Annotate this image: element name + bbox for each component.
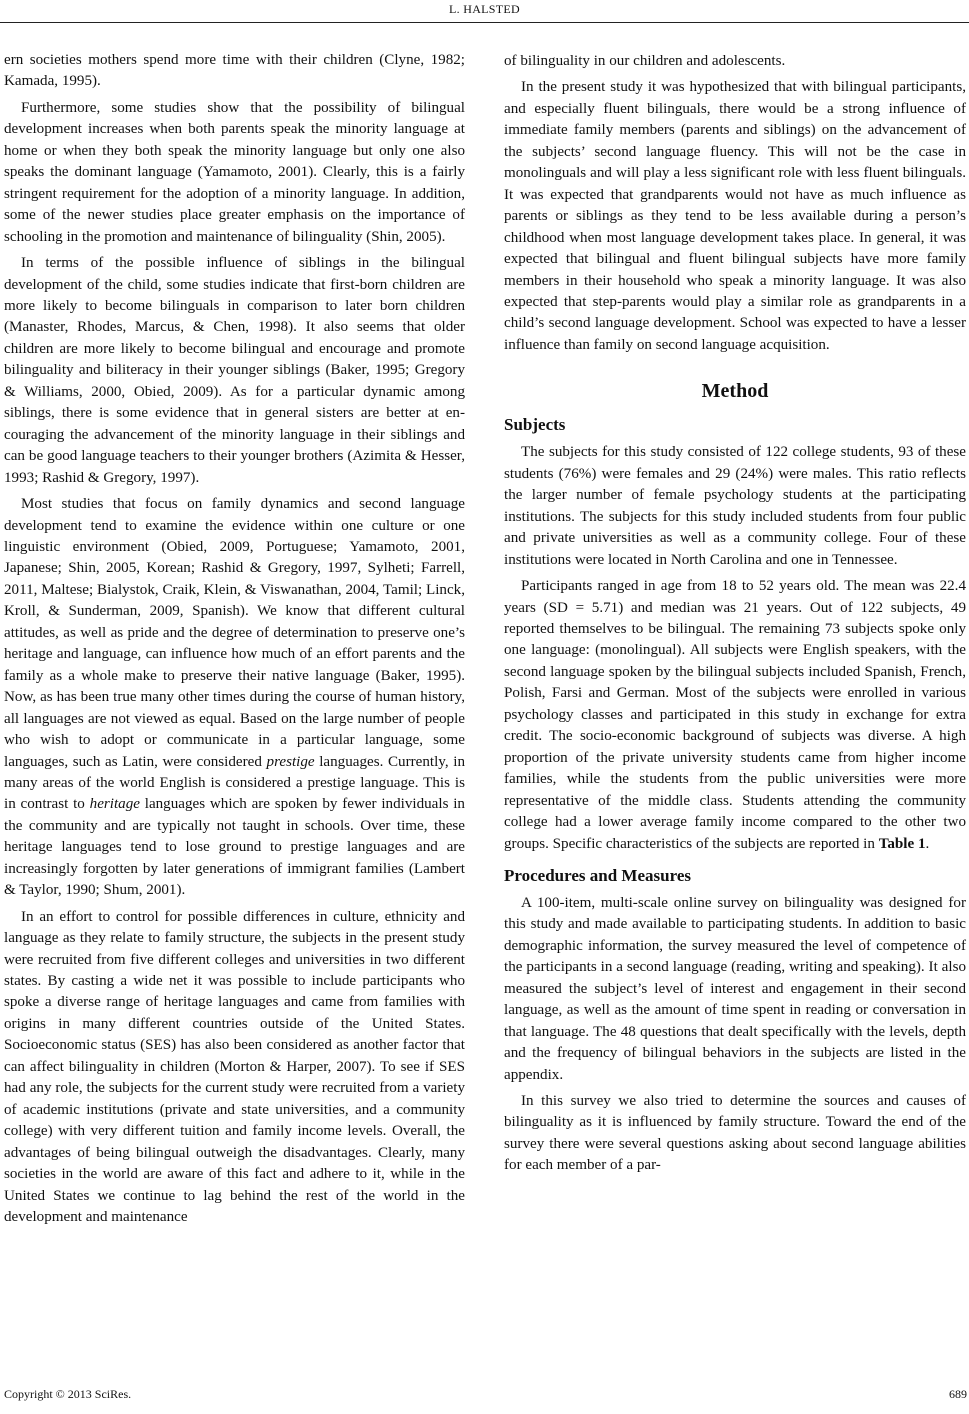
paragraph: In the present study it was hypothesized that with bilingual participants, and especially fluent bilinguals, there would be a strong influence of immediate family members (parents and siblings) on the advancement of the subjects’ second language fluency. This will not be the case in monolinguals and will play a less significant role with less fluent bilinguals. It was expected that grandparents would not have as much influence as parents or siblings as they tend to be less available during a person’s childhood when most language development takes place. In general, it was expected that bilingual and fluent bilingual subjects have more family members in their household who speak a minority language. It was also expected that step-parents would play a similar role as grandparents in a child’s second language development. School was expected to have a lesser influence than family on second language acquisition. — [504, 79, 966, 353]
paragraph: ern societies mothers spend more time with their children (Clyne, 1982; Kamada, 1995). — [4, 52, 465, 90]
text-run: . — [925, 835, 930, 852]
text-run: Participants ranged in age from 18 to 52 years old. The mean was 22.4 years (SD = 5.71) and median was 21 years. Out of 122 subjects, 49 reported themselves to be bilingual. The remaining 73 subjects spoke only one language: (monolingual). All subjects were English speakers, with the second language spoken by the bilingual subjects included Spanish, French, Polish, Farsi and German. Most of the subjects were enrolled in various psychology classes and participated in this study in exchange for extra credit. The socio-economic background of subjects was diverse. A high proportion of the private university students came from higher income families, while the students from the public universities were more representative of the middle class. Students attending the community college had a lower average family income compared to the other two groups. Specific characteristics of the subjects are reported in — [504, 578, 966, 852]
italic-term-prestige: prestige — [266, 753, 315, 770]
left-column — [4, 50, 465, 1233]
paragraph: The subjects for this study consisted of 122 college students, 93 of these students (76%) were females and 29 (24%) were males. This ratio reflects the larger number of female psychology students at the participating institutions. The subjects for this study included students from four public and private universities as well as a community college. Four of these institutions were located in North Carolina and one in Tennessee. — [504, 444, 966, 568]
paragraph: Furthermore, some studies show that the possibility of bilingual development increases when both parents speak the minority language at home or when they both speak the minority language but only one also speaks the dominant language (Yamamoto, 2001). Clearly, this is a fairly stringent requirement for the adoption of a minority language. In addition, some of the newer studies place greater emphasis on the importance of schooling in the promotion and maintenance of bilinguality (Shin, 2005). — [4, 99, 465, 245]
footer-copyright: Copyright © 2013 SciRes. — [4, 1387, 132, 1401]
table-reference: Table 1 — [878, 835, 926, 852]
text-run: languages which are spoken by fewer individuals in the community and are typically not taught in schools. Over time, these heritage languages tend to lose ground to prestige languages and are increasingly forgotten by later generations of immigrant families (Lambert & Taylor, 1990; Shum, 2001). — [4, 796, 465, 899]
footer-page-number: 689 — [949, 1387, 967, 1401]
running-head: L. HALSTED — [449, 2, 520, 16]
paragraph — [504, 576, 966, 855]
paragraph: A 100-item, multi-scale online survey on bilinguality was designed for this study and made available to participating students. In addition to basic demographic information, the survey measured the level of competence of the participants in a second language (reading, writing and speaking). It also measured the subject’s level of interest and engagement in their second language, as well as the amount of time spent in reading or conversation in that language. The 48 questions that dealt specifically with the levels, depth and the frequency of bilingual behaviors in the subjects are listed in the appendix. — [504, 894, 966, 1083]
paragraph: In this survey we also tried to determine the sources and causes of bilinguality as it is influenced by family structure. Toward the end of the survey there were several questions asking about second language abilities for each member of a par- — [504, 1093, 966, 1174]
text-run: languages. Currently, in many areas of the world English is considered a prestige language. This is in contrast to — [4, 753, 466, 813]
text-run: Most studies that focus on family dynamics and second language development tend to examine the evidence within one culture or one linguistic environment (Obied, 2009, Portuguese; Yamamoto, 2001, Japanese; Shin, 2005, Korean; Rashid & Gregory, 1997, Sylheti; Farrell, 2011, Maltese; Bialystok, Craik, Klein, & Viswanathan, 2004, Tamil; Linck, Kroll, & Sunderman, 2009, Spanish). We know that different cultural attitudes, as well as pride and the degree of determination to preserve one’s heritage and language, can influence how much of an effort parents and the family as a whole make to preserve their native language (Baker, 1995). Now, as has been true many other times during the course of human history, all languages are not viewed as equal. Based on the large number of people who wish to adopt or communicate in a particular language, some languages, such as Latin, were considered — [4, 496, 465, 770]
italic-term-heritage: heritage — [89, 796, 140, 813]
paragraph: of bilinguality in our children and adolescents. — [504, 53, 786, 69]
subsection-heading-subjects: Subjects — [504, 415, 566, 435]
paragraph — [4, 494, 465, 902]
section-heading-method: Method — [701, 380, 769, 403]
right-column — [504, 51, 966, 1182]
paragraph: In an effort to control for possible differences in culture, ethnicity and language as they relate to family structure, the subjects in the present study were recruited from five different colleges and universities in two different states. By casting a wide net it was possible to include participants who spoke a diverse range of heritage languages and came from families with origins in many different countries outside of the United States. Socioeconomic status (SES) has also been considered as another factor that can affect bilinguality in children (Morton & Harper, 2007). To see if SES had any role, the subjects for the current study were recruited from a variety of academic institutions (private and state universities, and a community college) with very different tuition and family income levels. Overall, the advantages of being bilingual outweigh the disadvantages. Clearly, many societies in the world are aware of this fact and adhere to it, while in the United States we continue to lag behind the rest of the world in the development and maintenance — [4, 908, 465, 1226]
paragraph: In terms of the possible influence of siblings in the bilingual development of the child, some studies indicate that first-born children are more likely to become bilinguals in comparison to later born children (Manaster, Rhodes, Marcus, & Chen, 1998). It also seems that older children are more likely to become bilingual and encourage and promote bilinguality and biliteracy in their younger siblings (Baker, 1995; Gregory & Williams, 2000, Obied, 2009). As for a particular dynamic among siblings, there is some evidence that in general sisters are better at encouraging the advancement of the minority language in their siblings and can be good language teachers to their younger brothers (Azimita & Hesser, 1993; Rashid & Gregory, 1997). — [4, 255, 465, 486]
subsection-heading-procedures: Procedures and Measures — [504, 865, 691, 885]
header-rule — [0, 22, 969, 23]
